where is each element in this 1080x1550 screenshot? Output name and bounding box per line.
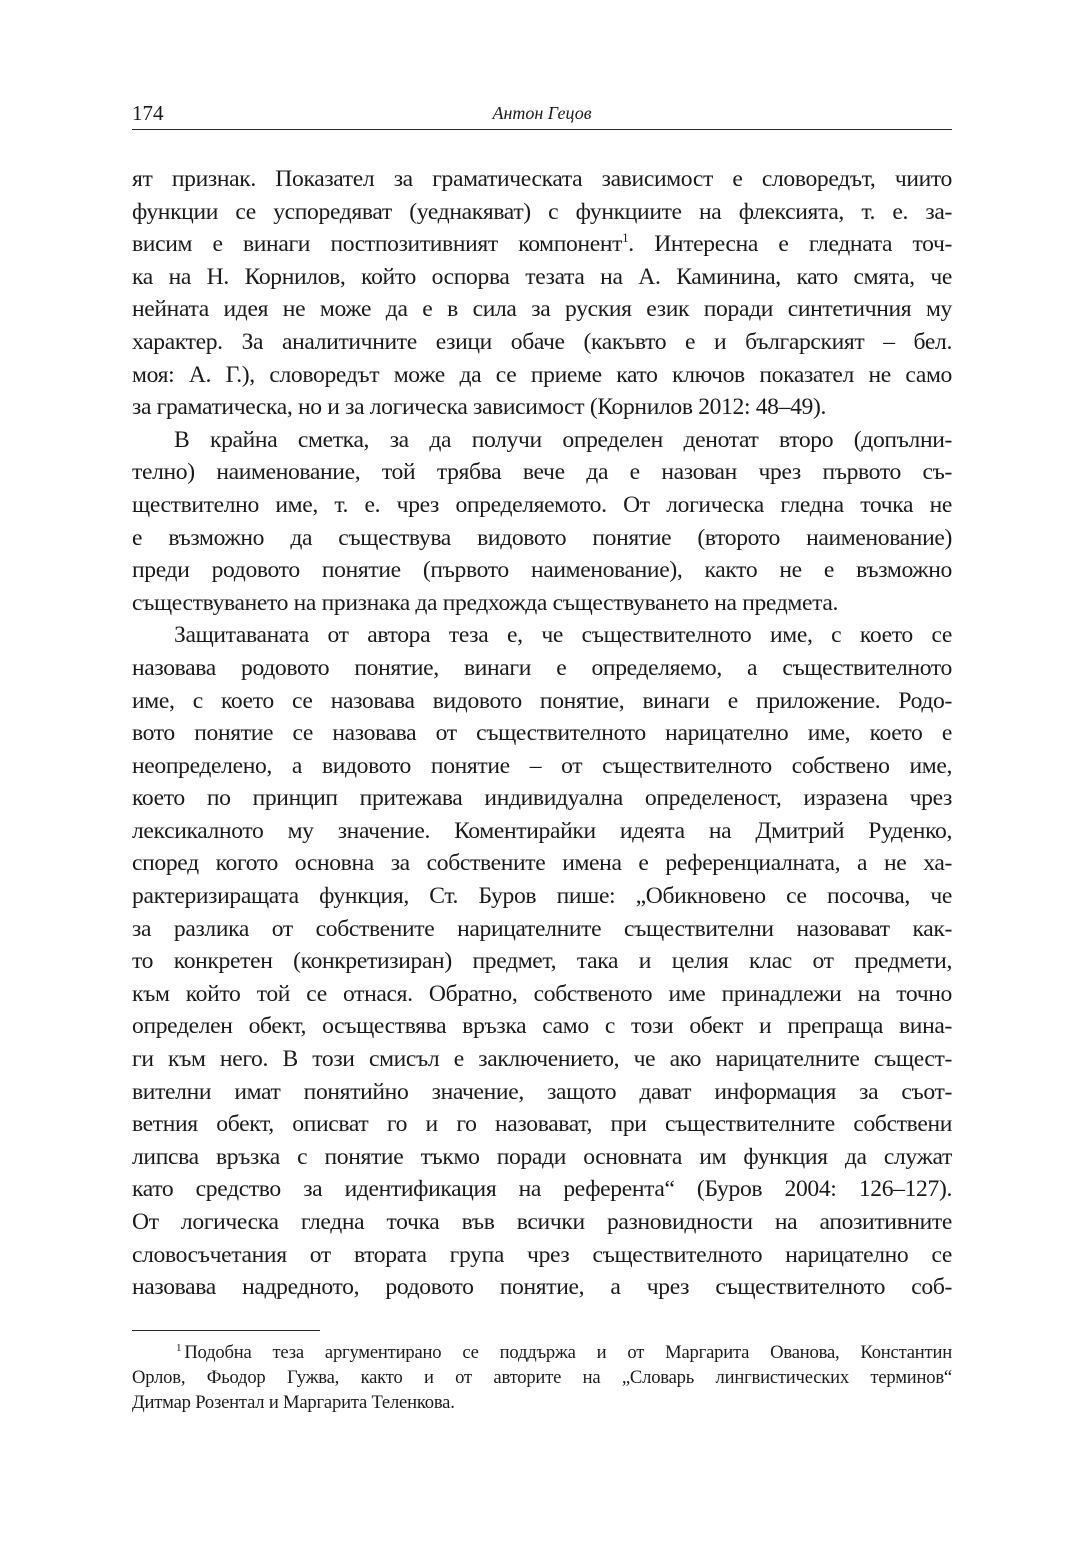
body-text [132, 163, 952, 1304]
text-line: като средство за идентификация на референта“ (Буров 2004: 126–127). [132, 1176, 952, 1203]
text-line: вото понятие се назовава от съществителното нарицателно име, което е [132, 720, 952, 747]
text-line: телно) наименование, той трябва вече да е назован чрез първото съ- [132, 459, 952, 486]
text-line: съществуването на признака да предхожда съществуването на предмета. [132, 589, 839, 616]
page-number: 174 [132, 101, 164, 125]
running-header [132, 101, 952, 130]
footnote-text: Подобна теза аргументирано се поддържа и от Маргарита Ованова, Константин [184, 1342, 952, 1363]
text-line: ветния обект, описват го и го назовават, при съществителните собствени [132, 1111, 952, 1138]
text-line: име, с което се назовава видовото понятие, винаги е приложение. Родо- [132, 687, 952, 714]
text-line: ят признак. Показател за граматическата зависимост е словоредът, чиито [132, 166, 952, 192]
text-line: моя: А. Г.), словоредът може да се приеме като ключов показател не само [132, 361, 952, 388]
text-line: ка на Н. Корнилов, който оспорва тезата на А. Каминина, като смята, че [132, 263, 952, 290]
text-line: рактеризиращата функция, Ст. Буров пише: „Обикновено се посочва, че [132, 883, 952, 910]
text-line: към който той се отнася. Обратно, собственото име принадлежи на точно [132, 980, 952, 1007]
text-line: неопределено, а видовото понятие – от съществителното собствено име, [132, 752, 952, 779]
text-line: е възможно да съществува видовото понятие (второто наименование) [132, 524, 952, 551]
text-line: ществително име, т. е. чрез определяемото. От логическа гледна точка не [132, 491, 952, 518]
text-line: лексикалното му значение. Коментирайки идеята на Дмитрий Руденко, [132, 817, 952, 844]
text-line: назовава надредното, родовото понятие, а чрез съществителното соб- [132, 1274, 952, 1301]
text-line: определен обект, осъществява връзка само с този обект и препраща вина- [132, 1013, 952, 1040]
footnote-line [132, 1340, 952, 1365]
running-head-author: Антон Гецов [492, 103, 592, 123]
text-line: Защитаваната от автора теза е, че съществителното име, с което се [174, 622, 952, 649]
text-line: то конкретен (конкретизиран) предмет, така и целия клас от предмети, [132, 948, 952, 975]
text-line: В крайна сметка, за да получи определен денотат второ (допълни- [174, 426, 952, 453]
text-line: преди родовото понятие (първото наименование), както не е възможно [132, 557, 952, 584]
text-line: вителни имат понятийно значение, защото дават информация за съот- [132, 1078, 952, 1105]
footnote-line: Дитмар Розентал и Маргарита Теленкова. [132, 1392, 455, 1413]
text-line: функции се успоредяват (уеднакяват) с функциите на флексията, т. е. за- [132, 198, 952, 225]
text-fragment: . Интересна е гледната точ- [628, 231, 952, 258]
footnote-line: Орлов, Фьодор Гужва, както и от авторите на „Словарь лингвистических терминов“ [132, 1367, 952, 1388]
text-line: което по принцип притежава индивидуална определеност, изразена чрез [132, 785, 952, 812]
footnote-marker: 1 [176, 1341, 182, 1354]
text-line: за граматическа, но и за логическа зависимост (Корнилов 2012: 48–49). [132, 394, 827, 421]
text-line: назовава родовото понятие, винаги е определяемо, а съществителното [132, 654, 952, 681]
text-fragment: висим е винаги постпозитивният компонент [132, 231, 623, 258]
text-line: От логическа гледна точка във всички разновидности на апозитивните [132, 1209, 952, 1235]
footnote [132, 1340, 952, 1415]
text-line: липсва връзка с понятие тъкмо поради основната им функция да служат [132, 1143, 952, 1170]
text-line: ги към него. В този смисъл е заключението, че ако нарицателните същест- [132, 1046, 952, 1073]
text-line: нейната идея не може да е в сила за руския език поради синтетичния му [132, 296, 952, 323]
footnote-reference[interactable]: 1 [622, 230, 629, 246]
text-line: характер. За аналитичните езици обаче (какъвто е и българският – бел. [132, 328, 952, 355]
text-line: словосъчетания от втората група чрез съществителното нарицателно се [132, 1241, 952, 1268]
text-line [132, 228, 952, 261]
text-line: за разлика от собствените нарицателните съществителни назовават как- [132, 915, 952, 942]
footnote-divider [132, 1330, 320, 1331]
text-line: според когото основна за собствените имена е референциалната, а не ха- [132, 850, 952, 877]
